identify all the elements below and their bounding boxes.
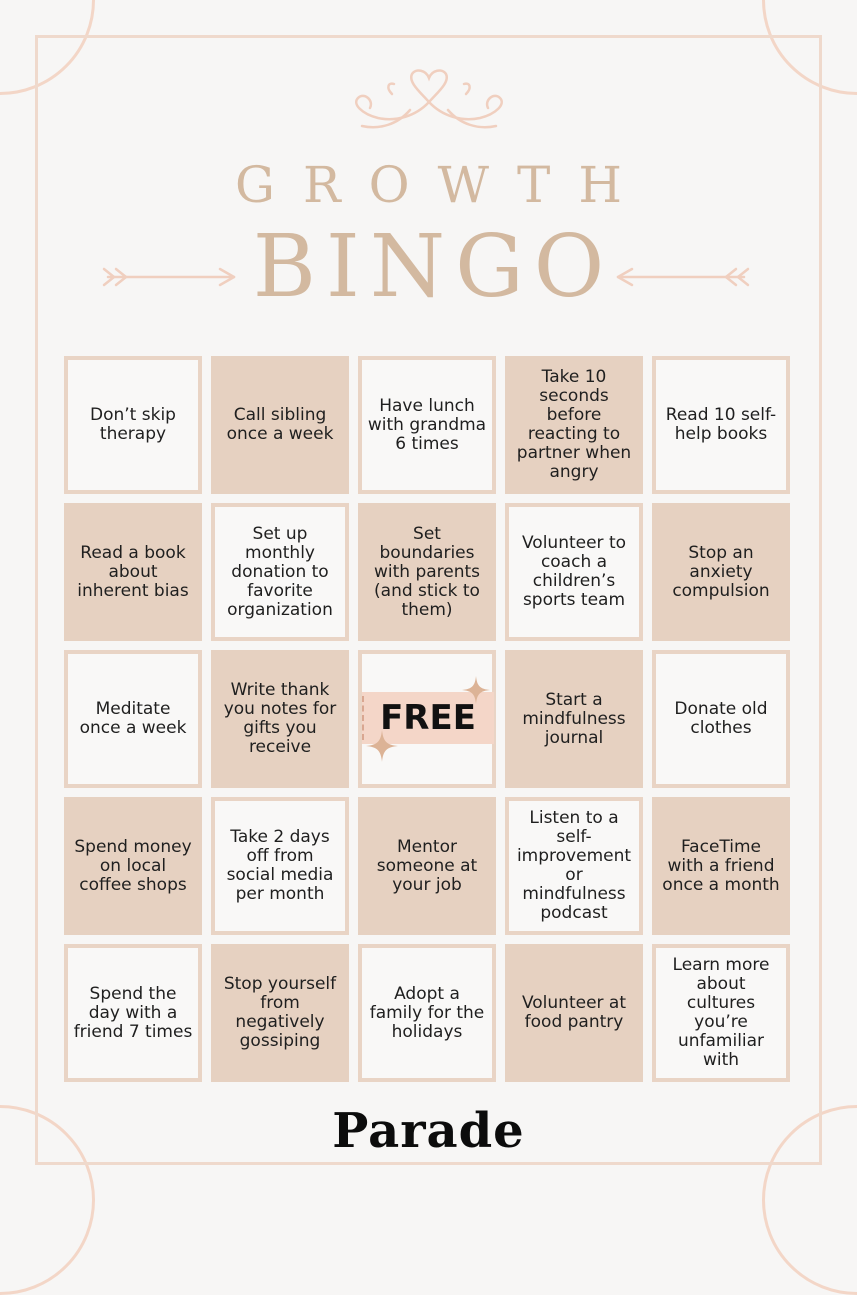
bingo-cell-text: Stop yourself from negatively gossiping [223, 974, 337, 1051]
bingo-cell [211, 797, 349, 935]
bingo-cell-text: Spend money on local coffee shops [74, 836, 192, 895]
bingo-cell [652, 650, 790, 788]
bingo-cell-text: Listen to a self-improvement or mindfulness podcast [516, 808, 632, 923]
sparkle-icon [462, 676, 490, 704]
title-growth: GROWTH [235, 156, 650, 214]
bingo-cell [505, 503, 643, 641]
bingo-cell-text: Spend the day with a friend 7 times [73, 983, 193, 1042]
bingo-cell-text: Call sibling once a week [226, 405, 334, 444]
bingo-cell [505, 650, 643, 788]
bingo-cell-text: Write thank you notes for gifts you receive [223, 680, 337, 757]
bingo-cell-text: Mentor someone at your job [376, 836, 478, 895]
bingo-cell [505, 944, 643, 1082]
bingo-cell-text: Volunteer at food pantry [521, 993, 627, 1032]
bingo-cell-text: Take 2 days off from social media per month [226, 827, 334, 904]
bingo-cell-text: Don’t skip therapy [90, 405, 176, 444]
bingo-cell-text: Set boundaries with parents (and stick to them) [373, 523, 481, 620]
bingo-cell [652, 797, 790, 935]
bingo-cell [64, 797, 202, 935]
bingo-cell [64, 356, 202, 494]
bingo-cell-text: Read a book about inherent bias [77, 542, 189, 601]
bingo-cell [358, 944, 496, 1082]
bingo-cell [64, 650, 202, 788]
bingo-cell [505, 356, 643, 494]
bingo-cell-text: Stop an anxiety compulsion [672, 542, 770, 601]
bingo-cell [64, 503, 202, 641]
bingo-cell-text: FaceTime with a friend once a month [662, 836, 780, 895]
bingo-cell [211, 503, 349, 641]
bingo-cell-free [358, 650, 496, 788]
bingo-cell-text: Start a mindfulness journal [522, 689, 626, 748]
bingo-cell-text: Adopt a family for the holidays [369, 983, 485, 1042]
bingo-cell-text: Set up monthly donation to favorite organization [227, 523, 333, 620]
sparkle-icon [366, 730, 398, 762]
bingo-cell-text: Donate old clothes [674, 699, 768, 738]
arrow-left-icon [612, 265, 752, 289]
bingo-cell [358, 503, 496, 641]
bingo-cell [358, 797, 496, 935]
bingo-cell-text: Take 10 seconds before reacting to partner when angry [516, 367, 632, 482]
bingo-cell [358, 356, 496, 494]
bingo-cell [211, 944, 349, 1082]
free-badge: FREE [362, 692, 494, 744]
bingo-grid [64, 356, 790, 1082]
brand-logo: Parade [332, 1103, 525, 1159]
bingo-cell-text: Have lunch with grandma 6 times [367, 395, 487, 454]
title-bingo: BINGO [252, 217, 615, 317]
bingo-cell [652, 356, 790, 494]
bingo-cell-text: Read 10 self-help books [665, 405, 777, 444]
bingo-cell [652, 503, 790, 641]
bingo-cell [64, 944, 202, 1082]
bingo-cell-text: Learn more about cultures you’re unfamiliar with [672, 955, 770, 1070]
bingo-cell [505, 797, 643, 935]
bingo-cell-text: Meditate once a week [79, 699, 187, 738]
heart-flourish-icon [340, 68, 518, 134]
bingo-cell-text: Volunteer to coach a children’s sports team [521, 533, 627, 610]
bingo-cell [652, 944, 790, 1082]
bingo-cell [211, 356, 349, 494]
bingo-cell [211, 650, 349, 788]
